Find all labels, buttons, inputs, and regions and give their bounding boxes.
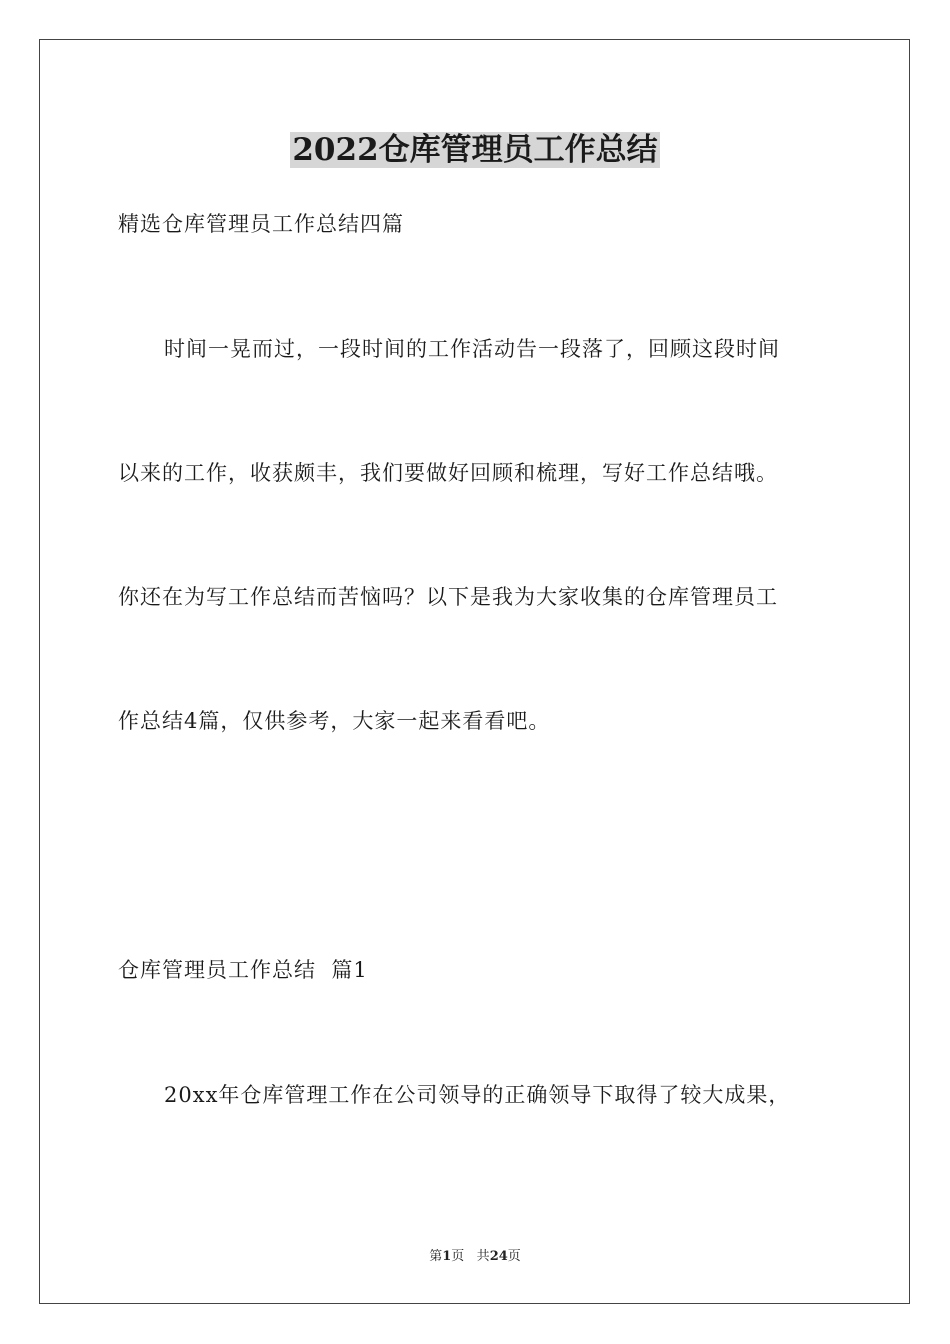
footer-page-unit: 页 [451, 1249, 465, 1264]
section-first-line: 20xx年仓库管理工作在公司领导的正确领导下取得了较大成果， [164, 1083, 791, 1107]
intro-line-3: 你还在为写工作总结而苦恼吗？以下是我为大家收集的仓库管理员工 [118, 585, 778, 609]
footer-prefix: 第 [429, 1249, 443, 1264]
intro-line-2: 以来的工作，收获颇丰，我们要做好回顾和梳理，写好工作总结哦。 [118, 461, 778, 485]
footer-total-pages: 24 [489, 1249, 508, 1264]
intro-line-4: 作总结4篇，仅供参考，大家一起来看看吧。 [118, 709, 551, 733]
document-subtitle: 精选仓库管理员工作总结四篇 [118, 212, 404, 236]
page-footer [0, 1247, 950, 1267]
document-title-text: 2022仓库管理员工作总结 [292, 132, 658, 168]
document-title [0, 128, 950, 172]
footer-total-prefix: 共 [476, 1249, 490, 1264]
section-heading: 仓库管理员工作总结 篇1 [118, 958, 368, 982]
footer-total-unit: 页 [507, 1249, 521, 1264]
intro-line-1: 时间一晃而过，一段时间的工作活动告一段落了，回顾这段时间 [164, 337, 780, 361]
footer-current-page: 1 [442, 1249, 452, 1264]
